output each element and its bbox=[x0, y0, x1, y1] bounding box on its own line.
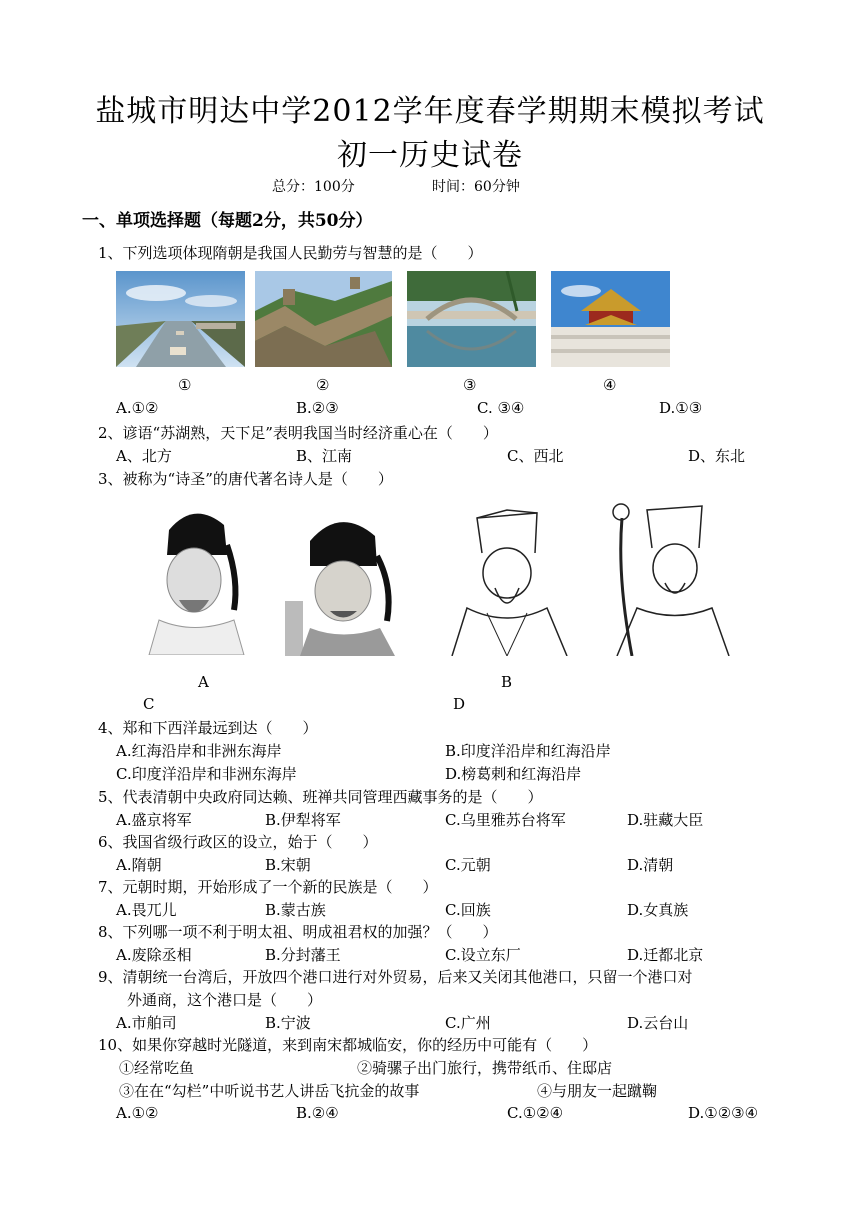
option-a[interactable]: A.红海沿岸和非洲东海岸 bbox=[116, 742, 282, 760]
question-stem: 10、如果你穿越时光隧道，来到南宋都城临安，你的经历中可能有（ ） bbox=[98, 1036, 598, 1054]
option-b[interactable]: B.蒙古族 bbox=[265, 901, 326, 919]
option-c[interactable]: C.广州 bbox=[445, 1014, 491, 1032]
exam-title-line1: 盐城市明达中学2012学年度春学期期末模拟考试 bbox=[95, 94, 765, 129]
grand-canal-photo bbox=[116, 271, 245, 367]
option-d[interactable]: D.云台山 bbox=[627, 1014, 689, 1032]
question-stem: 1、下列选项体现隋朝是我国人民勤劳与智慧的是（ ） bbox=[98, 244, 483, 262]
option-d[interactable]: D.①③ bbox=[659, 399, 703, 417]
option-c[interactable]: C.元朝 bbox=[445, 856, 491, 874]
option-d[interactable]: D.清朝 bbox=[627, 856, 674, 874]
statement-item: ④与朋友一起蹴鞠 bbox=[537, 1082, 658, 1100]
option-b[interactable]: B.伊犁将军 bbox=[265, 811, 341, 829]
exam-title-line2: 初一历史试卷 bbox=[337, 138, 523, 173]
forbidden-city-photo bbox=[551, 271, 670, 367]
option-a[interactable]: A.①② bbox=[116, 1104, 159, 1122]
option-a[interactable]: A.盛京将军 bbox=[116, 811, 192, 829]
total-score: 总分：100分 bbox=[272, 179, 355, 195]
poet-sketch-d bbox=[597, 498, 732, 656]
option-d[interactable]: D、东北 bbox=[688, 447, 746, 465]
question-stem: 4、郑和下西洋最远到达（ ） bbox=[98, 719, 318, 737]
statement-item: ③在在“勾栏”中听说书艺人讲岳飞抗金的故事 bbox=[119, 1082, 420, 1100]
option-a[interactable]: A.废除丞相 bbox=[116, 946, 192, 964]
option-d[interactable]: D.驻藏大臣 bbox=[627, 811, 704, 829]
statement-item: ①经常吃鱼 bbox=[119, 1059, 195, 1077]
poet-portrait-b bbox=[285, 506, 400, 656]
option-a[interactable]: A、北方 bbox=[116, 447, 172, 465]
option-a[interactable]: A.①② bbox=[116, 399, 159, 417]
poet-portrait-a bbox=[139, 500, 247, 655]
question-stem-continued: 外通商，这个港口是（ ） bbox=[127, 991, 323, 1009]
image-label: ④ bbox=[603, 376, 617, 394]
option-d[interactable]: D.迁都北京 bbox=[627, 946, 704, 964]
question-stem: 3、被称为“诗圣”的唐代著名诗人是（ ） bbox=[98, 470, 393, 488]
option-b[interactable]: B.②③ bbox=[296, 399, 339, 417]
option-c[interactable]: C、西北 bbox=[507, 447, 564, 465]
option-c[interactable]: C. ③④ bbox=[477, 399, 525, 417]
option-b[interactable]: B.印度洋沿岸和红海沿岸 bbox=[445, 742, 611, 760]
option-c[interactable]: C.①②④ bbox=[507, 1104, 564, 1122]
option-b[interactable]: B.②④ bbox=[296, 1104, 339, 1122]
option-a[interactable]: A.市舶司 bbox=[116, 1014, 177, 1032]
question-stem: 6、我国省级行政区的设立，始于（ ） bbox=[98, 833, 378, 851]
exam-time: 时间：60分钟 bbox=[432, 179, 520, 195]
option-b[interactable]: B、江南 bbox=[296, 447, 353, 465]
option-d[interactable]: D.榜葛剌和红海沿岸 bbox=[445, 765, 582, 783]
image-label: ① bbox=[178, 376, 192, 394]
question-stem: 7、元朝时期，开始形成了一个新的民族是（ ） bbox=[98, 878, 438, 896]
question-stem: 9、清朝统一台湾后，开放四个港口进行对外贸易，后来又关闭其他港口，只留一个港口对 bbox=[98, 968, 693, 986]
option-c[interactable]: C.设立东厂 bbox=[445, 946, 521, 964]
option-b[interactable]: B.分封藩王 bbox=[265, 946, 341, 964]
option-b[interactable]: B.宁波 bbox=[265, 1014, 311, 1032]
image-label: C bbox=[143, 695, 155, 713]
question-stem: 8、下列哪一项不利于明太祖、明成祖君权的加强？（ ） bbox=[98, 923, 498, 941]
option-d[interactable]: D.女真族 bbox=[627, 901, 689, 919]
option-a[interactable]: A.隋朝 bbox=[116, 856, 162, 874]
great-wall-photo bbox=[255, 271, 392, 367]
image-label: ③ bbox=[463, 376, 477, 394]
image-label: A bbox=[198, 673, 209, 691]
image-label: ② bbox=[316, 376, 330, 394]
image-label: B bbox=[501, 673, 513, 691]
question-stem: 2、谚语“苏湖熟，天下足”表明我国当时经济重心在（ ） bbox=[98, 424, 498, 442]
image-label: D bbox=[453, 695, 466, 713]
option-a[interactable]: A.畏兀儿 bbox=[116, 901, 177, 919]
poet-sketch-c bbox=[447, 508, 571, 656]
option-b[interactable]: B.宋朝 bbox=[265, 856, 311, 874]
option-c[interactable]: C.印度洋沿岸和非洲东海岸 bbox=[116, 765, 297, 783]
option-d[interactable]: D.①②③④ bbox=[688, 1104, 759, 1122]
option-c[interactable]: C.乌里雅苏台将军 bbox=[445, 811, 566, 829]
zhaozhou-bridge-photo bbox=[407, 271, 536, 367]
statement-item: ②骑骡子出门旅行，携带纸币、住邸店 bbox=[357, 1059, 613, 1077]
section-heading: 一、单项选择题（每题2分，共50分） bbox=[82, 211, 373, 231]
question-stem: 5、代表清朝中央政府同达赖、班禅共同管理西藏事务的是（ ） bbox=[98, 788, 543, 806]
option-c[interactable]: C.回族 bbox=[445, 901, 491, 919]
